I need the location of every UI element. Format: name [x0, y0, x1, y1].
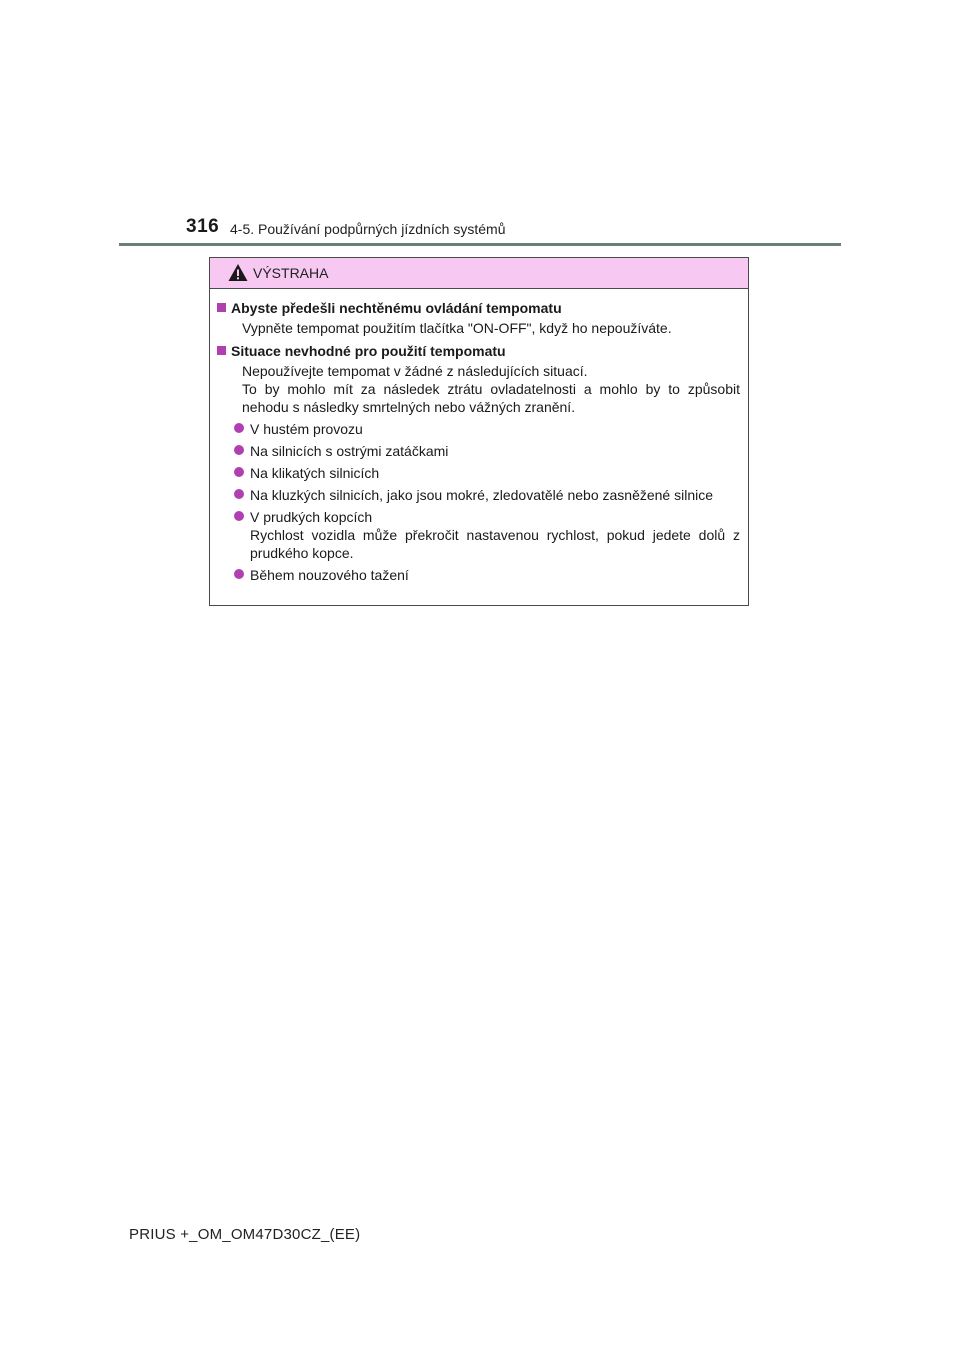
topic-text-2b: To by mohlo mít za následek ztrátu ovladatelnosti a mohlo by to způsobit nehodu s následky smrtelných nebo vážných zranění. [242, 381, 740, 415]
list-item [217, 486, 740, 504]
list-item [217, 442, 740, 460]
list-item [217, 464, 740, 482]
square-bullet-icon [217, 303, 226, 312]
dot-bullet-icon [234, 445, 244, 455]
list-item [217, 566, 740, 584]
bullet-text: V hustém provozu [250, 421, 363, 437]
warning-header [210, 258, 748, 289]
bullet-text: Na klikatých silnicích [250, 465, 380, 481]
square-bullet-icon [217, 346, 226, 355]
warning-triangle-icon [228, 263, 248, 282]
bullet-text: Na silnicích s ostrými zatáčkami [250, 443, 449, 459]
dot-bullet-icon [234, 489, 244, 499]
topic-title-2: Situace nevhodné pro použití tempomatu [231, 343, 506, 359]
warning-box [209, 257, 749, 606]
header-rule [119, 243, 841, 246]
document-id: PRIUS +_OM_OM47D30CZ_(EE) [129, 1226, 361, 1243]
bullet-note: Rychlost vozidla může překročit nastavenou rychlost, pokud jedete dolů z prudkého kopce. [250, 527, 740, 561]
topic-heading-2 [217, 342, 740, 360]
list-item [217, 420, 740, 438]
topic-heading-1 [217, 299, 740, 317]
section-title: 4-5. Používání podpůrných jízdních systémů [230, 221, 506, 237]
warning-title: VÝSTRAHA [253, 265, 329, 281]
list-item [217, 508, 740, 562]
dot-bullet-icon [234, 423, 244, 433]
topic-text-1: Vypněte tempomat použitím tlačítka "ON-OFF", když ho nepoužíváte. [242, 320, 672, 336]
warning-body [210, 289, 748, 584]
bullet-text: Během nouzového tažení [250, 567, 409, 583]
bullet-list [217, 420, 740, 584]
dot-bullet-icon [234, 569, 244, 579]
bullet-text: Na kluzkých silnicích, jako jsou mokré, zledovatělé nebo zasněžené silnice [250, 487, 714, 503]
topic-text-2a: Nepoužívejte tempomat v žádné z následujících situací. [242, 363, 588, 379]
bullet-text-group [250, 508, 740, 562]
dot-bullet-icon [234, 511, 244, 521]
bullet-text: V prudkých kopcích [250, 509, 373, 525]
dot-bullet-icon [234, 467, 244, 477]
page-number: 316 [186, 216, 220, 237]
topic-title-1: Abyste předešli nechtěnému ovládání tempomatu [231, 300, 562, 316]
